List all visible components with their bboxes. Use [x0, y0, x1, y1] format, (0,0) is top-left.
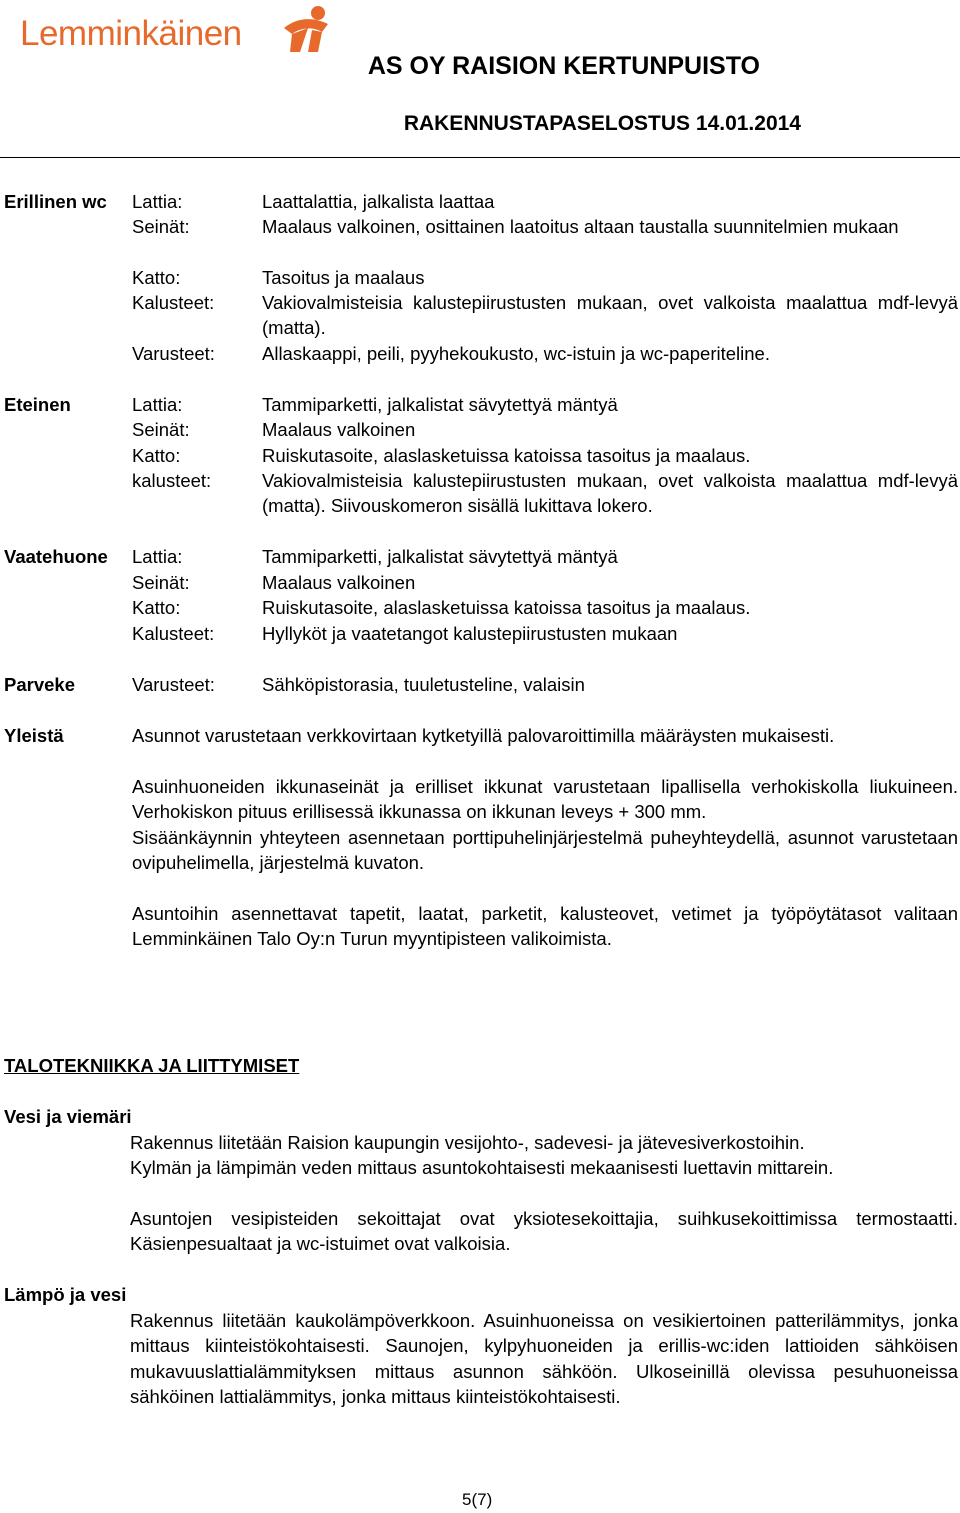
general-paragraph: Sisäänkäynnin yhteyteen asennetaan porttipuhelinjärjestelmä puheyhteydellä, asunnot varustetaan ovipuhelimella, järjestelmä kuvaton. [132, 827, 958, 874]
label-seinat: Seinät: [132, 419, 190, 440]
subheading-lampo-ja-vesi: Lämpö ja vesi [4, 1284, 127, 1305]
label-seinat: Seinät: [132, 572, 190, 593]
label-katto: Katto: [132, 597, 181, 618]
value-varusteet: Sähköpistorasia, tuuletusteline, valaisin [262, 674, 585, 695]
value-kalusteet: Hyllyköt ja vaatetangot kalustepiirustusten mukaan [262, 623, 678, 644]
section-parveke: Parveke [4, 674, 75, 695]
value-katto: Ruiskutasoite, alaslasketuissa katoissa tasoitus ja maalaus. [262, 597, 751, 618]
logo-wordmark: Lemminkäinen [20, 14, 242, 53]
section-vaatehuone: Vaatehuone [4, 546, 108, 567]
label-kalusteet: kalusteet: [132, 470, 212, 491]
company-logo [20, 4, 320, 56]
general-paragraph: Asuntoihin asennettavat tapetit, laatat, parketit, kalusteovet, vetimet ja työpöytätasot valitaan Lemminkäinen Talo Oy:n Turun myyntipisteen valikoimista. [132, 903, 958, 950]
vesi-paragraph: Rakennus liitetään Raision kaupungin vesijohto-, sadevesi- ja jätevesiverkostoihin. [130, 1132, 805, 1153]
subheading-vesi-ja-viemari: Vesi ja viemäri [4, 1106, 132, 1127]
label-lattia: Lattia: [132, 546, 183, 567]
general-paragraph: Asunnot varustetaan verkkovirtaan kytketyillä palovaroittimilla määräysten mukaisesti. [132, 725, 835, 746]
value-lattia: Tammiparketti, jalkalistat sävytettyä mäntyä [262, 546, 618, 567]
label-katto: Katto: [132, 267, 181, 288]
general-paragraph: Asuinhuoneiden ikkunaseinät ja erilliset ikkunat varustetaan lipallisella verhokiskolla liukuineen. Verhokiskon pituus erillisessä ikkunassa on ikkunan leveys + 300 mm. [132, 776, 958, 823]
vesi-paragraph: Asuntojen vesipisteiden sekoittajat ovat yksiotesekoittajia, suihkusekoittimissa termostaatti. Käsienpesualtaat ja wc-istuimet ovat valkoisia. [130, 1208, 958, 1255]
label-katto: Katto: [132, 445, 181, 466]
label-kalusteet: Kalusteet: [132, 623, 215, 644]
document-subtitle: RAKENNUSTAPASELOSTUS 14.01.2014 [403, 112, 801, 135]
value-lattia: Tammiparketti, jalkalistat sävytettyä mäntyä [262, 394, 618, 415]
value-katto: Ruiskutasoite, alaslasketuissa katoissa tasoitus ja maalaus. [262, 445, 751, 466]
label-lattia: Lattia: [132, 191, 183, 212]
label-varusteet: Varusteet: [132, 674, 215, 695]
section-yleista: Yleistä [4, 725, 64, 746]
section-eteinen: Eteinen [4, 394, 71, 415]
lampo-paragraph: Rakennus liitetään kaukolämpöverkkoon. Asuinhuoneissa on vesikiertoinen patterilämmitys, jonka mittaus kiinteistökohtaisesti. Saunojen, kylpyhuoneiden ja erillis-wc:iden lattioiden sähköisen mukavuuslattialämmityksen mittaus asunnon sähköön. Ulkoseinillä olevissa pesuhuoneissa sähköinen lattialämmitys, jonka mittaus kiinteistökohtaisesti. [130, 1310, 958, 1408]
value-seinat: Maalaus valkoinen [262, 419, 416, 440]
value-seinat: Maalaus valkoinen [262, 572, 416, 593]
header-divider [0, 157, 960, 158]
section-heading-talotekniikka: TALOTEKNIIKKA JA LIITTYMISET [4, 1055, 300, 1076]
vesi-paragraph: Kylmän ja lämpimän veden mittaus asuntokohtaisesti mekaanisesti luettavin mittarein. [130, 1157, 834, 1178]
value-kalusteet: Vakiovalmisteisia kalustepiirustusten mukaan, ovet valkoista maalattua mdf-levyä (matta). Siivouskomeron sisällä lukittava lokero. [262, 470, 958, 517]
label-seinat: Seinät: [132, 216, 190, 237]
value-seinat: Maalaus valkoinen, osittainen laatoitus altaan taustalla suunnitelmien mukaan [262, 216, 899, 237]
label-lattia: Lattia: [132, 394, 183, 415]
page-number: 5(7) [462, 1490, 493, 1509]
section-erillinen-wc: Erillinen wc [4, 191, 107, 212]
logo-figure-icon [278, 4, 336, 54]
value-katto: Tasoitus ja maalaus [262, 267, 425, 288]
value-lattia: Laattalattia, jalkalista laattaa [262, 191, 495, 212]
value-kalusteet: Vakiovalmisteisia kalustepiirustusten mukaan, ovet valkoista maalattua mdf-levyä (matta). [262, 292, 958, 339]
document-title: AS OY RAISION KERTUNPUISTO [367, 52, 760, 80]
label-varusteet: Varusteet: [132, 343, 215, 364]
value-varusteet: Allaskaappi, peili, pyyhekoukusto, wc-istuin ja wc-paperiteline. [262, 343, 770, 364]
label-kalusteet: Kalusteet: [132, 292, 215, 313]
